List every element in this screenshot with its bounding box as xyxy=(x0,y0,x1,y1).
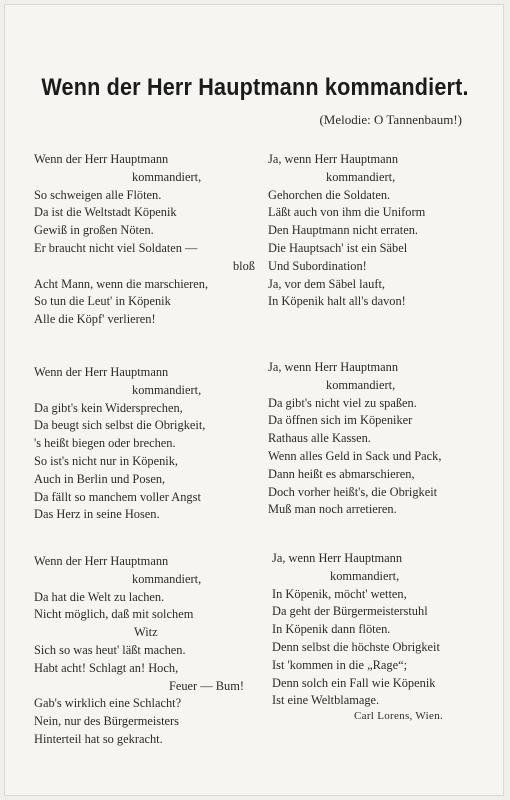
stanza-line: kommandiert, xyxy=(326,169,396,184)
stanza-line: Denn solch ein Fall wie Köpenik xyxy=(272,675,436,690)
stanza-1 xyxy=(34,151,259,329)
melody-note: (Melodie: O Tannenbaum!) xyxy=(319,112,462,127)
stanza-line: Sich so was heut' läßt machen. xyxy=(34,642,186,657)
stanza-line: Habt acht! Schlagt an! Hoch, xyxy=(34,660,179,675)
stanza-line: Gehorchen die Soldaten. xyxy=(268,187,391,202)
stanza-line: Witz xyxy=(134,625,158,640)
stanza-line: Nein, nur des Bürgermeisters xyxy=(34,714,179,729)
stanza-line: So tun die Leut' in Köpenik xyxy=(34,294,171,309)
stanza-line: Ja, wenn Herr Hauptmann xyxy=(272,551,403,565)
stanza-line: Das Herz in seine Hosen. xyxy=(34,507,160,522)
stanza-line: Den Hauptmann nicht erraten. xyxy=(268,223,419,238)
stanza-line: Dann heißt es abmarschieren, xyxy=(268,466,415,481)
stanza-line: Und Subordination! xyxy=(268,258,367,273)
author-signature: Carl Lorens, Wien. xyxy=(354,710,444,722)
stanza-line: Gewiß in großen Nöten. xyxy=(34,223,154,238)
stanza-line: In Köpenik halt all's davon! xyxy=(268,294,406,309)
stanza-line: Da beugt sich selbst die Obrigkeit, xyxy=(34,418,206,433)
stanza-line: Die Hauptsach' ist ein Säbel xyxy=(268,240,408,255)
stanza-line: Doch vorher heißt's, die Obrigkeit xyxy=(268,484,438,499)
stanza-3 xyxy=(34,364,259,524)
stanza-line: Ja, wenn Herr Hauptmann xyxy=(268,152,399,166)
stanza-line: So schweigen alle Flöten. xyxy=(34,187,162,202)
stanza-line: Ja, vor dem Säbel lauft, xyxy=(268,276,385,291)
stanza-line: Da hat die Welt zu lachen. xyxy=(34,589,165,604)
stanza-line: Da ist die Weltstadt Köpenik xyxy=(34,205,177,220)
stanza-line: Nicht möglich, daß mit solchem xyxy=(34,607,194,622)
stanza-line: kommandiert, xyxy=(326,377,396,392)
stanza-line: kommandiert, xyxy=(132,169,202,184)
stanza-line: In Köpenik dann flöten. xyxy=(272,622,391,637)
stanza-line: Muß man noch arretieren. xyxy=(268,502,397,517)
stanza-line: In Köpenik, möcht' wetten, xyxy=(272,586,407,601)
stanza-line: Acht Mann, wenn die marschieren, xyxy=(34,276,209,291)
stanza-line: Alle die Köpf' verlieren! xyxy=(34,312,156,327)
stanza-4 xyxy=(268,359,493,519)
stanza-line: Wenn der Herr Hauptmann xyxy=(34,152,169,166)
stanza-line: Auch in Berlin und Posen, xyxy=(34,471,166,486)
stanza-line: Hinterteil hat so gekracht. xyxy=(34,731,163,746)
stanza-line: kommandiert, xyxy=(330,568,400,583)
stanza-line: 's heißt biegen oder brechen. xyxy=(34,436,176,451)
stanza-line: Da geht der Bürgermeisterstuhl xyxy=(272,604,428,619)
stanza-6 xyxy=(272,550,497,710)
stanza-line: kommandiert, xyxy=(132,571,202,586)
stanza-line: Ist 'kommen in die „Rage“; xyxy=(272,657,408,672)
stanza-line: So ist's nicht nur in Köpenik, xyxy=(34,453,179,468)
stanza-line: Ist eine Weltblamage. xyxy=(272,693,380,708)
stanza-line: Da gibt's kein Widersprechen, xyxy=(34,400,183,415)
stanza-line: Rathaus alle Kassen. xyxy=(268,431,371,446)
stanza-line: Ja, wenn Herr Hauptmann xyxy=(268,360,399,374)
stanza-line: Wenn der Herr Hauptmann xyxy=(34,554,169,568)
stanza-5 xyxy=(34,553,248,749)
stanza-line: Er braucht nicht viel Soldaten — xyxy=(34,240,198,255)
stanza-2 xyxy=(268,151,493,311)
stanza-line: Da gibt's nicht viel zu spaßen. xyxy=(268,395,417,410)
stanza-line: Feuer — Bum! xyxy=(168,678,244,693)
stanza-line: Da fällt so manchem voller Angst xyxy=(34,489,201,504)
stanza-line: Wenn der Herr Hauptmann xyxy=(34,365,169,379)
stanza-line: Denn selbst die höchste Obrigkeit xyxy=(272,639,440,654)
stanza-line: Da öffnen sich im Köpeniker xyxy=(268,413,413,428)
stanza-line: Gab's wirklich eine Schlacht? xyxy=(34,696,182,711)
stanza-line: kommandiert, xyxy=(132,382,202,397)
stanza-line: bloß xyxy=(232,258,255,273)
stanza-line: Wenn alles Geld in Sack und Pack, xyxy=(268,448,442,463)
page-title: Wenn der Herr Hauptmann kommandiert. xyxy=(41,74,469,101)
stanza-line: Läßt auch von ihm die Uniform xyxy=(268,205,426,220)
